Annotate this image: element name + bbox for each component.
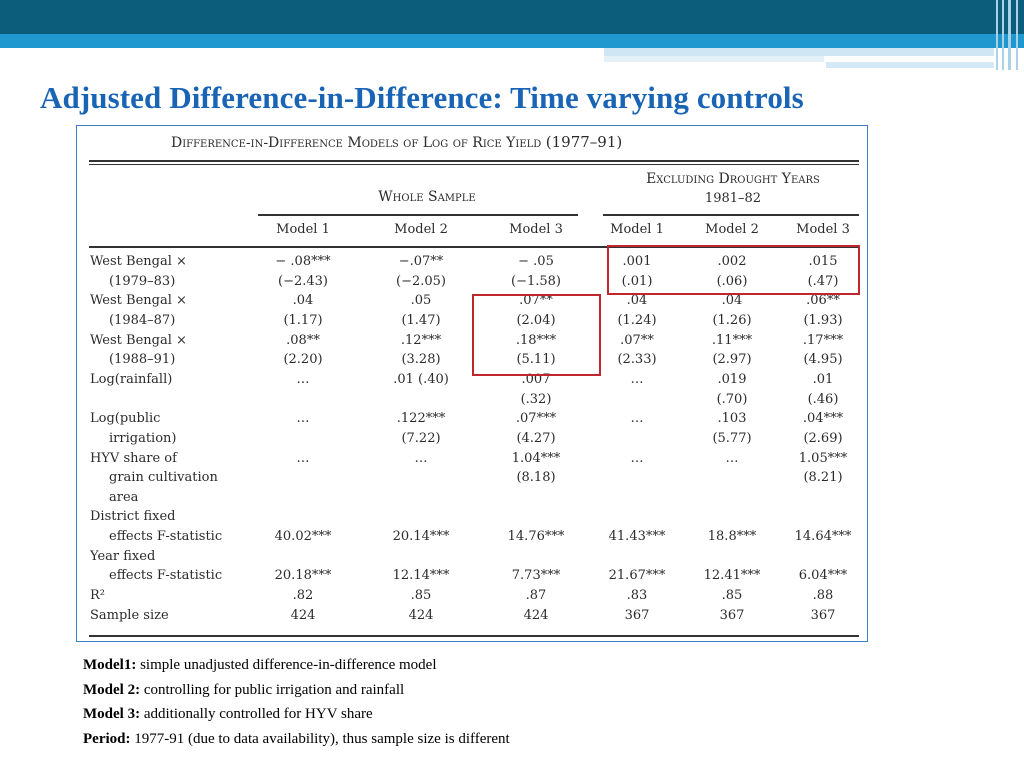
column-header-model2: Model 2 xyxy=(394,222,448,237)
table-cell: (4.95) xyxy=(803,352,843,368)
table-cell: (1.26) xyxy=(712,312,752,328)
table-cell: 1.04*** xyxy=(511,450,561,466)
group-header-whole-sample: Whole Sample xyxy=(378,189,476,205)
note-model3: Model 3: additionally controlled for HYV share xyxy=(83,706,373,722)
regression-table xyxy=(76,125,868,642)
row-label: West Bengal × xyxy=(90,293,187,309)
column-header-model3-excl: Model 3 xyxy=(796,222,850,237)
row-label: Log(rainfall) xyxy=(90,371,173,387)
table-cell: .01 (.40) xyxy=(393,371,449,387)
table-caption xyxy=(171,133,622,151)
column-header-model3: Model 3 xyxy=(509,222,563,237)
table-cell: .05 xyxy=(410,293,432,309)
row-label: irrigation) xyxy=(109,430,177,446)
row-label: Sample size xyxy=(90,607,169,623)
table-cell: 14.64*** xyxy=(794,529,852,545)
table-cell: 7.73*** xyxy=(511,568,561,584)
row-label: area xyxy=(109,489,139,505)
table-cell: … xyxy=(296,411,310,427)
slide-title: Adjusted Difference-in-Difference: Time varying controls xyxy=(40,80,804,115)
table-cell: .122*** xyxy=(396,411,446,427)
table-top-rule-thin xyxy=(89,164,859,165)
row-label: effects F-statistic xyxy=(109,529,223,545)
group-header-excluding-line1: Excluding Drought Years xyxy=(646,171,820,187)
row-label: grain cultivation xyxy=(109,470,218,486)
table-cell: .17*** xyxy=(802,332,844,348)
table-cell: .85 xyxy=(410,588,432,604)
table-cell: .103 xyxy=(717,411,747,427)
header-accent-line xyxy=(1008,0,1011,70)
table-cell: .88 xyxy=(812,588,834,604)
table-cell: (5.77) xyxy=(712,430,752,446)
table-cell: (.46) xyxy=(807,391,839,407)
table-cell: (.47) xyxy=(807,273,839,289)
table-cell: − .05 xyxy=(518,254,554,269)
table-cell: .019 xyxy=(717,371,747,387)
row-label: Year fixed xyxy=(90,548,156,564)
table-cell: (.06) xyxy=(716,273,748,289)
table-cell: (2.20) xyxy=(283,352,323,368)
table-cell: (2.69) xyxy=(803,430,843,446)
table-cell: .11*** xyxy=(711,332,753,348)
table-cell: 12.14*** xyxy=(392,568,450,584)
table-cell: − .08*** xyxy=(275,254,331,269)
table-cell: .01 xyxy=(812,371,834,387)
group-rule-whole xyxy=(258,214,578,216)
table-cell: 21.67*** xyxy=(608,568,666,584)
table-cell: 1.05*** xyxy=(798,450,848,466)
table-cell: .04 xyxy=(292,293,314,309)
table-cell: .015 xyxy=(808,254,838,269)
table-cell: 12.41*** xyxy=(703,568,761,584)
table-cell: … xyxy=(725,450,739,466)
table-cell: .07** xyxy=(519,293,553,309)
header-accent-stripe xyxy=(826,62,994,68)
table-cell: (1.17) xyxy=(283,312,323,328)
table-cell: (−2.43) xyxy=(278,273,328,289)
table-cell: … xyxy=(630,450,644,466)
table-cell: .12*** xyxy=(400,332,442,348)
highlight-box-model3-1984-91 xyxy=(472,294,601,376)
table-cell: … xyxy=(630,371,644,387)
header-stripe xyxy=(0,34,1024,48)
table-cell: (5.11) xyxy=(516,352,556,368)
table-cell: (1.93) xyxy=(803,312,843,328)
table-cell: 14.76*** xyxy=(507,529,565,545)
header-accent-line xyxy=(1016,0,1018,70)
table-cell: .08** xyxy=(286,332,320,348)
note-model2: Model 2: controlling for public irrigation and rainfall xyxy=(83,681,405,698)
table-cell: (1.47) xyxy=(401,312,441,328)
highlight-box-excluding-1979-83 xyxy=(607,245,860,295)
table-cell: .07** xyxy=(620,332,654,348)
table-cell: … xyxy=(630,411,644,427)
header-banner xyxy=(0,0,1024,34)
note-period: Period: 1977-91 (due to data availability), thus sample size is different xyxy=(83,730,510,747)
group-rule-excluding xyxy=(603,214,859,216)
row-label: Log(public xyxy=(90,411,161,427)
table-cell: .04 xyxy=(721,293,743,309)
table-cell: −.07** xyxy=(398,254,444,269)
table-cell: .85 xyxy=(721,588,743,604)
table-cell: .87 xyxy=(525,588,547,604)
header-accent-line xyxy=(1002,0,1004,70)
row-label: (1984–87) xyxy=(109,312,176,328)
table-cell: 6.04*** xyxy=(798,568,848,584)
table-cell: (2.33) xyxy=(617,352,657,368)
table-cell: (−2.05) xyxy=(396,273,446,289)
table-cell: (8.21) xyxy=(803,470,843,486)
table-cell: 424 xyxy=(408,607,434,623)
row-label: West Bengal × xyxy=(90,254,187,269)
table-cell: 367 xyxy=(624,607,650,623)
table-cell: 41.43*** xyxy=(608,529,666,545)
table-cell: .007 xyxy=(521,371,551,387)
row-label: HYV share of xyxy=(90,450,177,466)
group-header-excluding-line2: 1981–82 xyxy=(704,191,762,206)
table-cell: 20.14*** xyxy=(392,529,450,545)
header-accent-line xyxy=(996,0,998,70)
table-cell: (.32) xyxy=(520,391,552,407)
table-cell: (3.28) xyxy=(401,352,441,368)
row-label: (1979–83) xyxy=(109,273,176,289)
header-accent-stripe xyxy=(604,48,994,56)
table-cell: .002 xyxy=(717,254,747,269)
table-bottom-rule xyxy=(89,635,859,637)
table-top-rule xyxy=(89,160,859,162)
column-header-model1: Model 1 xyxy=(276,222,330,237)
table-cell: 424 xyxy=(523,607,549,623)
table-cell: (.70) xyxy=(716,391,748,407)
table-cell: (2.97) xyxy=(712,352,752,368)
table-cell: … xyxy=(296,371,310,387)
column-header-model1-excl: Model 1 xyxy=(610,222,664,237)
column-header-model2-excl: Model 2 xyxy=(705,222,759,237)
table-caption-years: (1977–91) xyxy=(545,133,623,151)
row-label: (1988–91) xyxy=(109,352,176,368)
table-cell: .07*** xyxy=(515,411,557,427)
table-cell: (1.24) xyxy=(617,312,657,328)
table-cell: 424 xyxy=(290,607,316,623)
model-notes xyxy=(83,657,510,755)
row-label: R² xyxy=(90,588,105,604)
table-cell: (8.18) xyxy=(516,470,556,486)
table-cell: (7.22) xyxy=(401,430,441,446)
table-cell: .06** xyxy=(806,293,840,309)
note-model1: Model1: simple unadjusted difference-in-difference model xyxy=(83,657,437,673)
table-cell: (−1.58) xyxy=(511,273,561,289)
table-cell: … xyxy=(414,450,428,466)
table-cell: 367 xyxy=(719,607,745,623)
table-caption-text: Difference-in-Difference Models of Log of Rice Yield xyxy=(171,135,542,151)
table-cell: .18*** xyxy=(515,332,557,348)
table-cell: (4.27) xyxy=(516,430,556,446)
table-cell: (.01) xyxy=(621,273,653,289)
table-cell: .04 xyxy=(626,293,648,309)
table-cell: .83 xyxy=(626,588,648,604)
row-label: effects F-statistic xyxy=(109,568,223,584)
table-cell: 367 xyxy=(810,607,836,623)
table-cell: 20.18*** xyxy=(274,568,332,584)
row-label: District fixed xyxy=(90,509,176,525)
row-label: West Bengal × xyxy=(90,332,187,348)
table-cell: .04*** xyxy=(802,411,844,427)
table-cell: … xyxy=(296,450,310,466)
table-cell: (2.04) xyxy=(516,312,556,328)
table-cell: 18.8*** xyxy=(707,529,757,545)
table-cell: .001 xyxy=(622,254,652,269)
table-cell: 40.02*** xyxy=(274,529,332,545)
header-accent-stripe xyxy=(604,56,824,62)
table-cell: .82 xyxy=(292,588,314,604)
